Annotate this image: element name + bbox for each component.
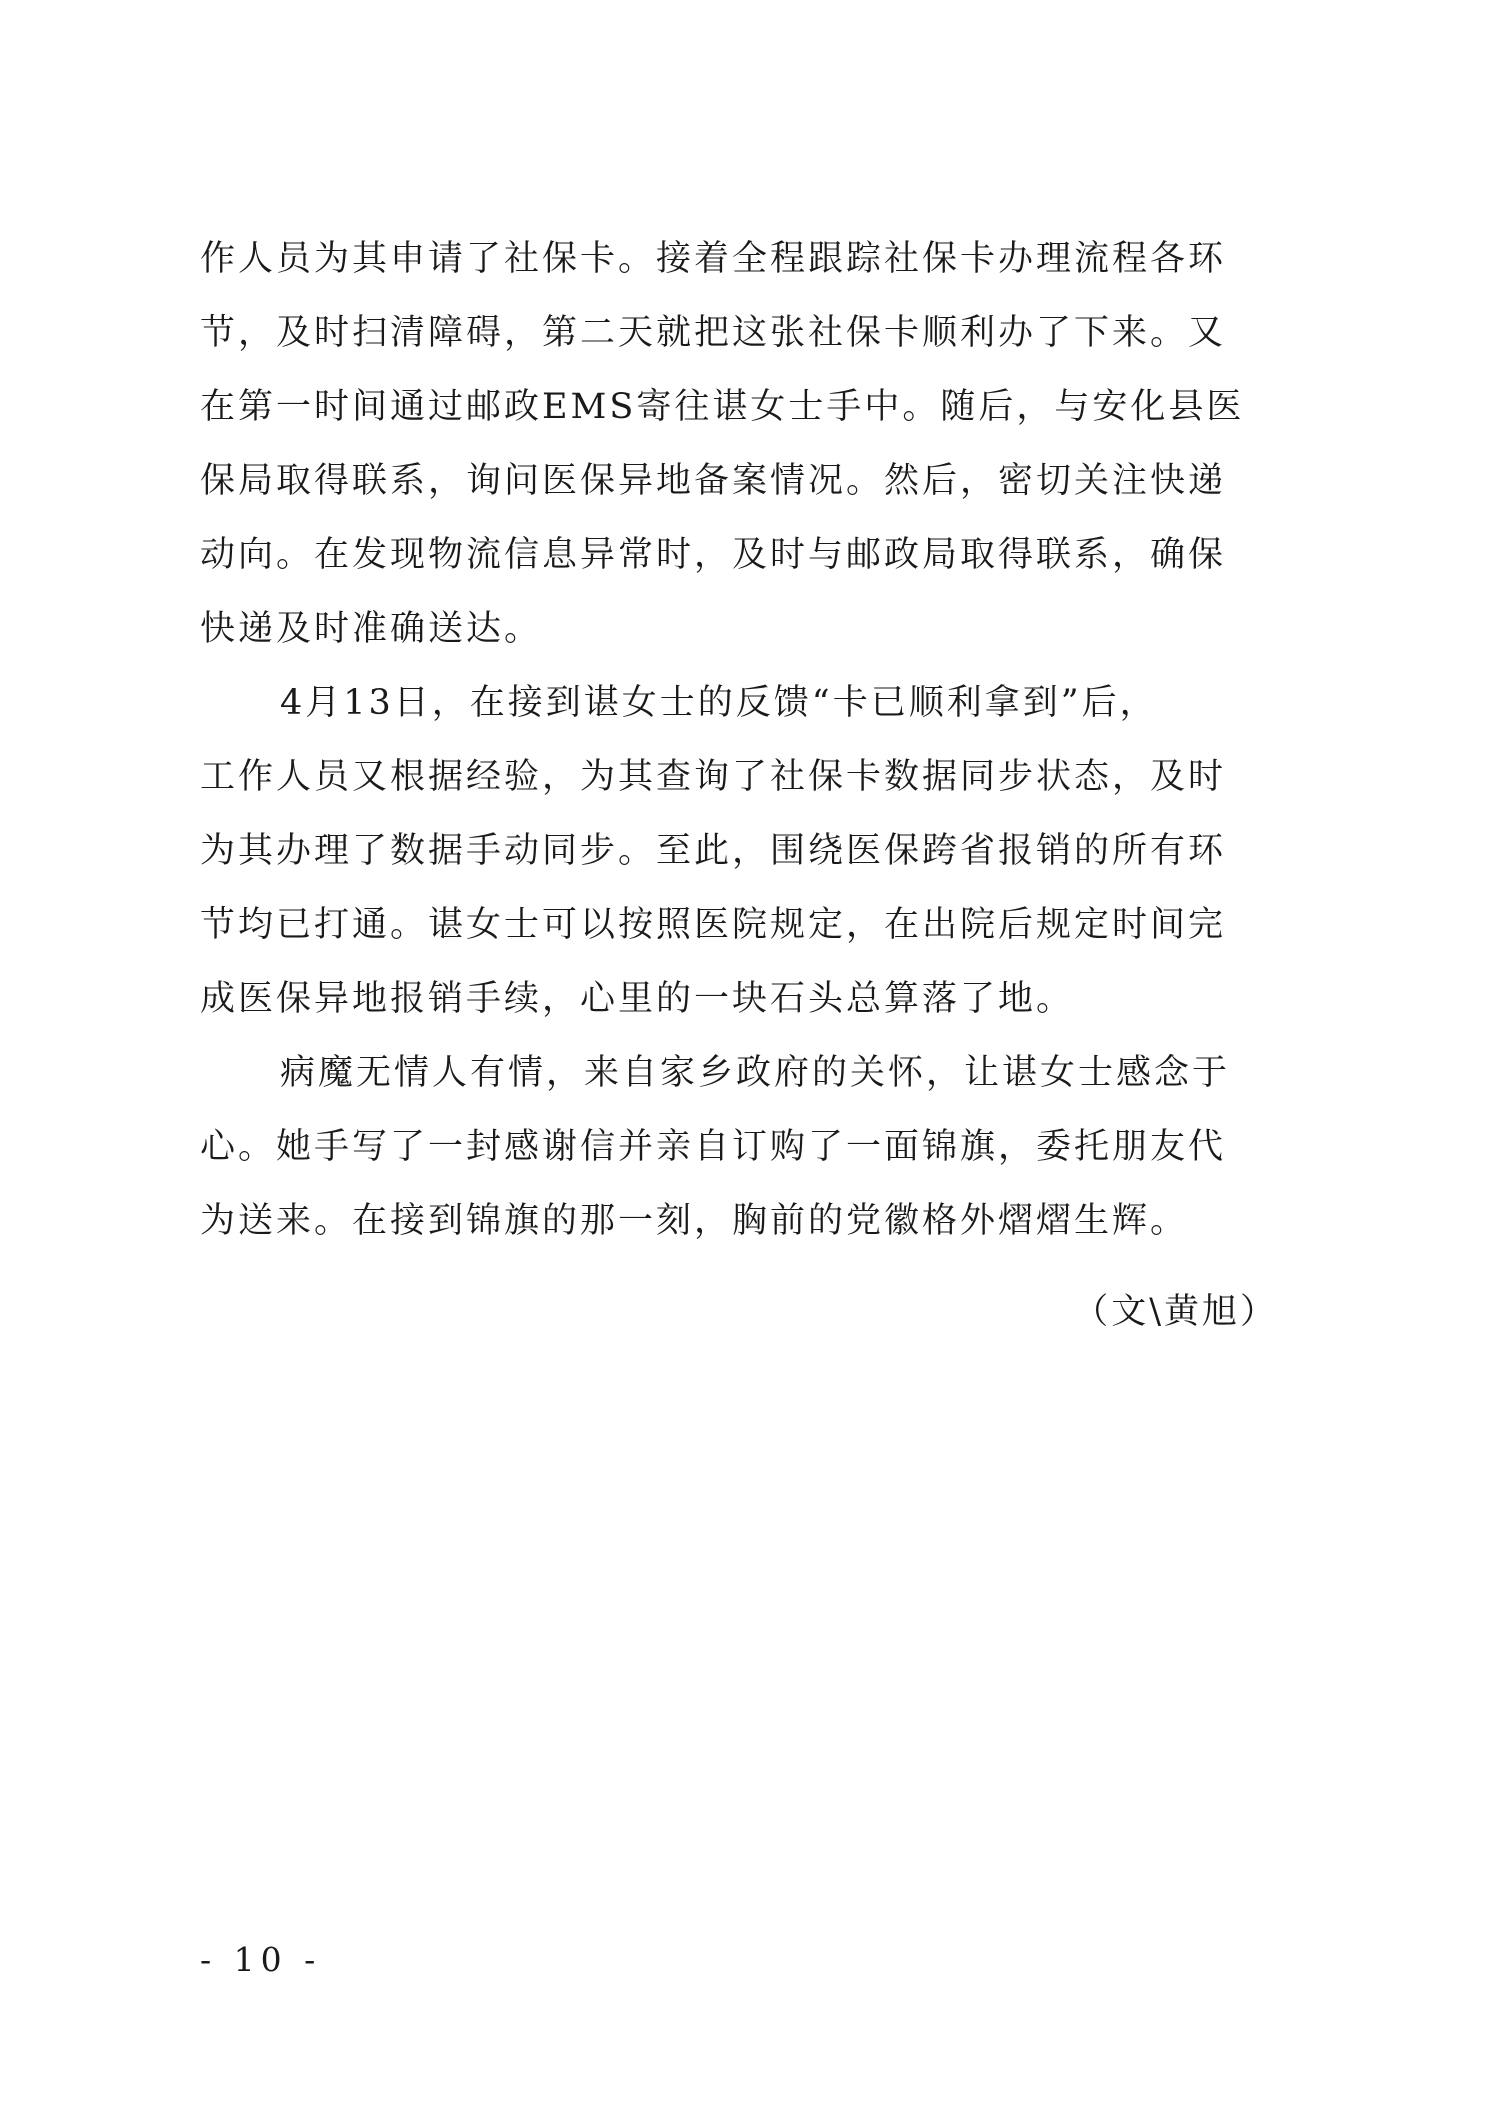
text-line: 作人员为其申请了社保卡。接着全程跟踪社保卡办理流程各环: [200, 239, 1227, 279]
text-line: 在第一时间通过邮政EMS寄往谌女士手中。随后，与安化县医: [200, 387, 1245, 427]
text-line: 节均已打通。谌女士可以按照医院规定，在出院后规定时间完: [200, 905, 1227, 945]
text-line: 病魔无情人有情，来自家乡政府的关怀，让谌女士感念于: [280, 1053, 1231, 1093]
text-line: 节，及时扫清障碍，第二天就把这张社保卡顺利办了下来。又: [200, 313, 1227, 353]
article-body: [200, 222, 1300, 1258]
author-byline: （文\黄旭）: [1073, 1292, 1278, 1332]
page-number: - 10 -: [200, 1940, 322, 1979]
text-line: 4月13日，在接到谌女士的反馈“卡已顺利拿到”后，: [280, 683, 1158, 723]
text-line: 心。她手写了一封感谢信并亲自订购了一面锦旗，委托朋友代: [200, 1127, 1227, 1167]
paragraph-3: [200, 1036, 1300, 1258]
paragraph-1: [200, 222, 1300, 666]
text-line: 成医保异地报销手续，心里的一块石头总算落了地。: [200, 979, 1075, 1019]
text-line: 为其办理了数据手动同步。至此，围绕医保跨省报销的所有环: [200, 831, 1227, 871]
text-line: 动向。在发现物流信息异常时，及时与邮政局取得联系，确保: [200, 535, 1227, 575]
paragraph-2: [200, 666, 1300, 1036]
text-line: 保局取得联系，询问医保异地备案情况。然后，密切关注快递: [200, 461, 1227, 501]
text-line: 快递及时准确送达。: [200, 609, 543, 649]
text-line: 工作人员又根据经验，为其查询了社保卡数据同步状态，及时: [200, 757, 1227, 797]
text-line: 为送来。在接到锦旗的那一刻，胸前的党徽格外熠熠生辉。: [200, 1201, 1189, 1241]
